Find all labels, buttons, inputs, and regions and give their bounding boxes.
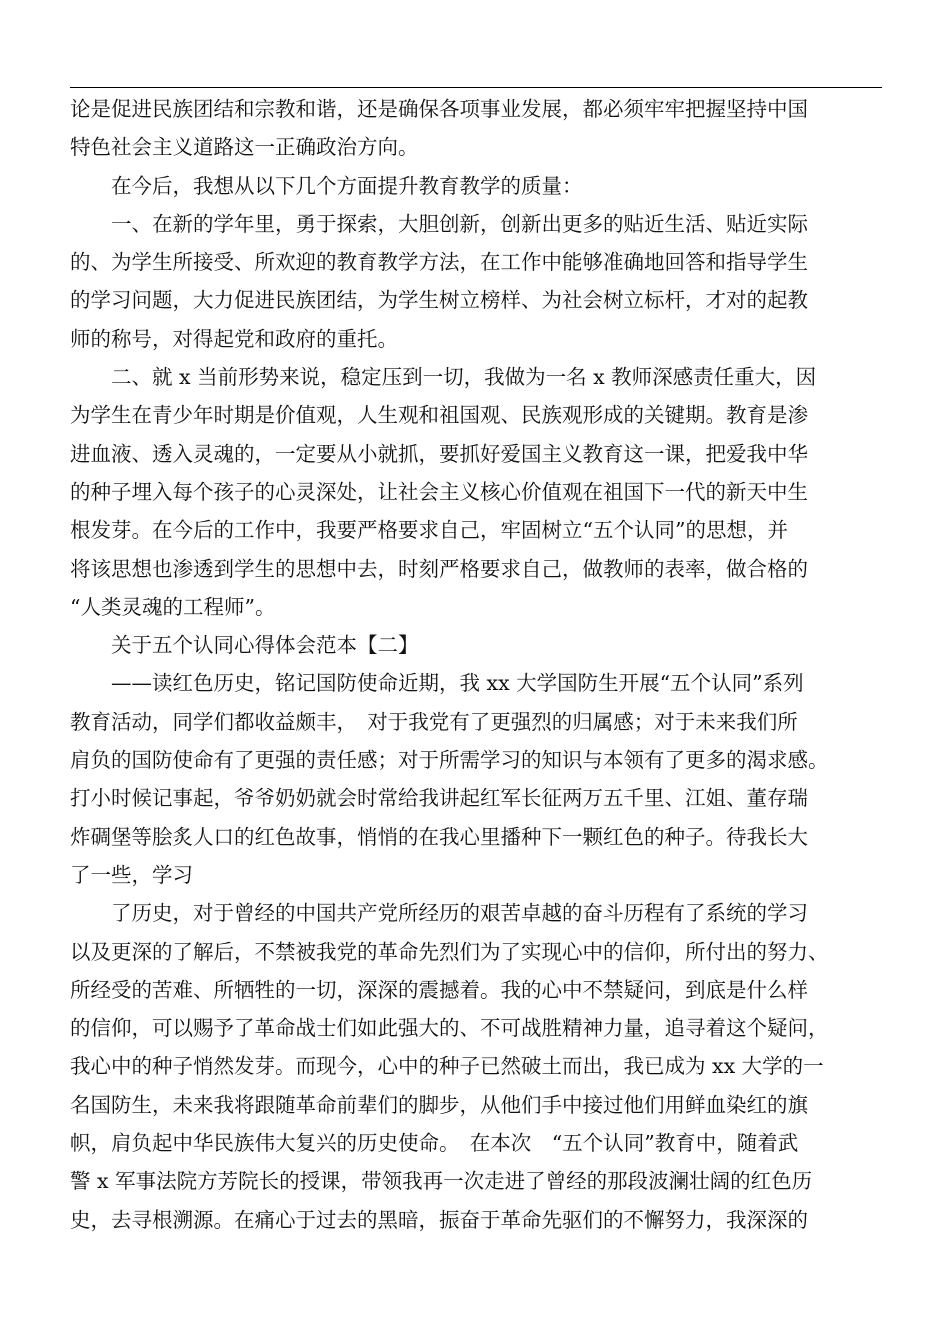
document-body (70, 90, 883, 1239)
text-line: 教育活动，同学们都收益颇丰， 对于我党有了更强烈的归属感；对于未来我们所 (70, 709, 798, 734)
text-line: 的、为学生所接受、所欢迎的教育教学方法，在工作中能够准确地回答和指导学生 (70, 250, 808, 275)
text-line: 帜，肩负起中华民族伟大复兴的历史使命。 在本次 “五个认同”教育中，随着武 (70, 1131, 799, 1156)
text-line: 炸碉堡等脍炙人口的红色故事，悄悄的在我心里播种下一颗红色的种子。待我长大 (70, 824, 808, 849)
text-line: 师的称号，对得起党和政府的重托。 (70, 326, 398, 351)
text-line: 关于五个认同心得体会范本【二】 (111, 633, 419, 658)
text-line: 论是促进民族团结和宗教和谐，还是确保各项事业发展，都必须牢牢把握坚持中国 (70, 97, 808, 121)
text-line: 二、就 x 当前形势来说，稳定压到一切，我做为一名 x 教师深感责任重大，因 (111, 365, 817, 390)
text-line: 的学习问题，大力促进民族团结，为学生树立榜样、为社会树立标杆，才对的起教 (70, 288, 808, 313)
text-line: 一、在新的学年里，勇于探索，大胆创新，创新出更多的贴近生活、贴近实际 (111, 211, 808, 236)
text-line: 的信仰，可以赐予了革命战士们如此强大的、不可战胜精神力量，追寻着这个疑问， (70, 1016, 829, 1041)
text-line: 以及更深的了解后，不禁被我党的革命先烈们为了实现心中的信仰，所付出的努力、 (70, 939, 829, 964)
header-rule (70, 87, 882, 88)
text-line: 了一些，学习 (70, 862, 193, 887)
text-line: 打小时候记事起，爷爷奶奶就会时常给我讲起红军长征两万五千里、江姐、董存瑞 (70, 786, 808, 811)
text-line: 的种子埋入每个孩子的心灵深处，让社会主义核心价值观在祖国下一代的新天中生 (70, 479, 808, 504)
text-line: 在今后，我想从以下几个方面提升教育教学的质量： (111, 173, 583, 198)
text-line: 名国防生，未来我将跟随革命前辈们的脚步，从他们手中接过他们用鲜血染红的旗 (70, 1092, 808, 1117)
text-line: 进血液、透入灵魂的，一定要从小就抓，要抓好爱国主义教育这一课，把爱我中华 (70, 441, 808, 466)
text-line: 特色社会主义道路这一正确政治方向。 (70, 135, 419, 160)
text-line: 所经受的苦难、所牺牲的一切，深深的震撼着。我的心中不禁疑问，到底是什么样 (70, 977, 808, 1002)
text-line: 史，去寻根溯源。在痛心于过去的黑暗，振奋于革命先驱们的不懈努力，我深深的 (70, 1207, 808, 1232)
text-line: 为学生在青少年时期是价值观，人生观和祖国观、民族观形成的关键期。教育是渗 (70, 403, 808, 428)
text-line: 我心中的种子悄然发芽。而现今，心中的种子已然破土而出，我已成为 xx 大学的一 (70, 1054, 824, 1079)
text-line: 了历史，对于曾经的中国共产党所经历的艰苦卓越的奋斗历程有了系统的学习 (111, 901, 808, 926)
text-line: 肩负的国防使命有了更强的责任感；对于所需学习的知识与本领有了更多的渴求感。 (70, 748, 829, 773)
text-line: “人类灵魂的工程师”。 (70, 594, 276, 619)
text-line: 根发芽。在今后的工作中，我要严格要求自己，牢固树立“五个认同”的思想，并 (70, 518, 788, 543)
text-line: 将该思想也渗透到学生的思想中去，时刻严格要求自己，做教师的表率，做合格的 (70, 556, 808, 581)
text-line: ——读红色历史，铭记国防使命近期，我 xx 大学国防生开展“五个认同”系列 (111, 671, 804, 696)
text-line: 警 x 军事法院方芳院长的授课，带领我再一次走进了曾经的那段波澜壮阔的红色历 (70, 1169, 813, 1194)
